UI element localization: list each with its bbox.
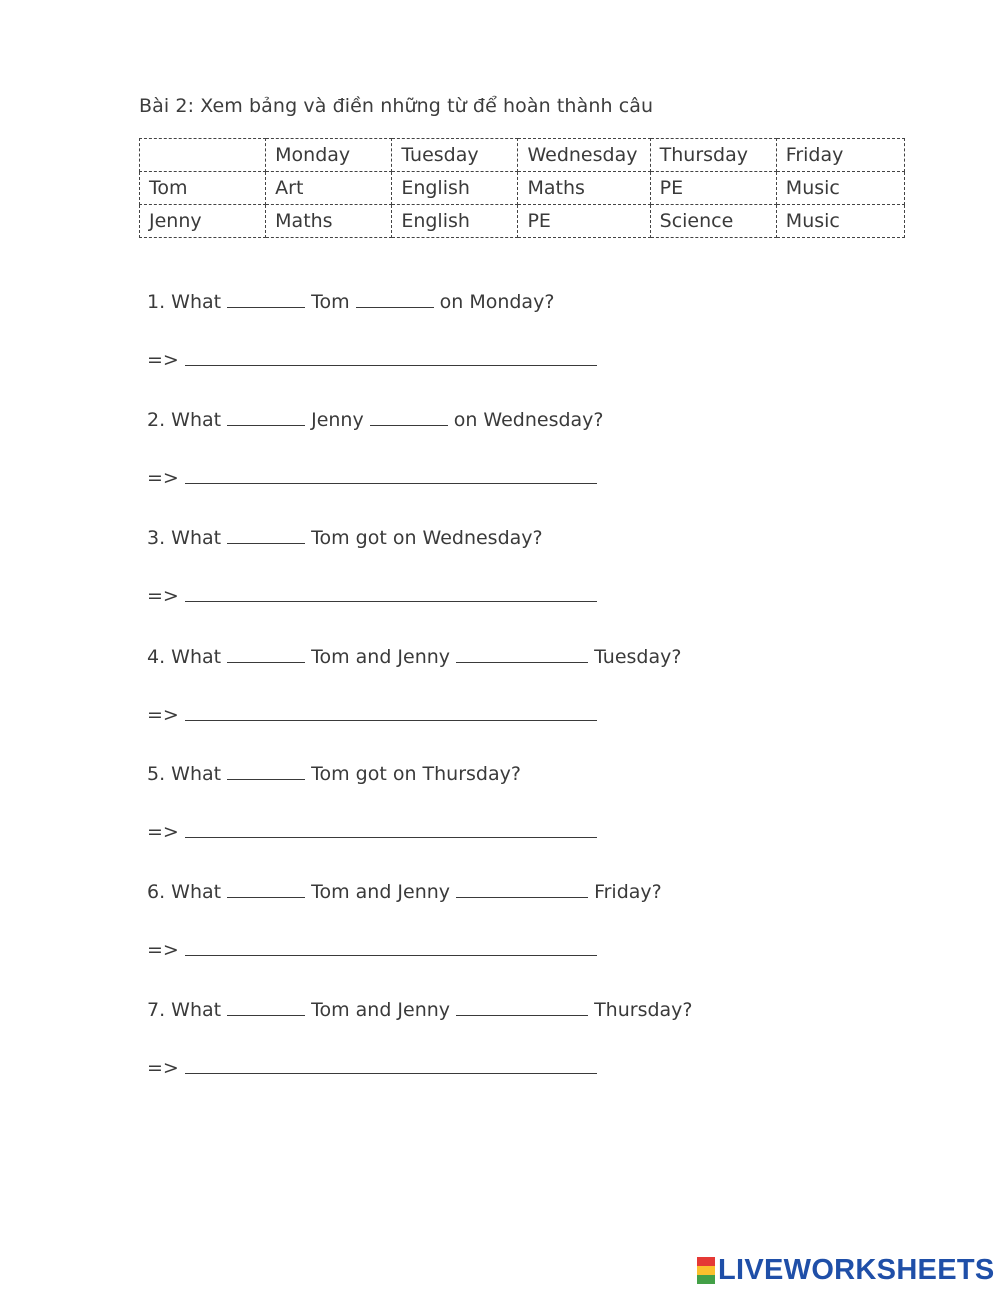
question-text: Tom got on Thursday? <box>311 763 521 785</box>
question-text: Jenny <box>311 409 364 431</box>
blank-input[interactable] <box>370 407 448 426</box>
answer-prefix: => <box>147 585 179 607</box>
question-text: 3. What <box>147 527 222 549</box>
question-text: 1. What <box>147 291 222 313</box>
table-cell: English <box>392 172 518 205</box>
question-text: Tom and Jenny <box>311 999 451 1021</box>
blank-input[interactable] <box>456 997 588 1016</box>
blank-input[interactable] <box>227 879 305 898</box>
page-title: Bài 2: Xem bảng và điền những từ để hoàn thành câu <box>139 95 654 117</box>
table-row <box>140 205 905 238</box>
table-cell: Science <box>650 205 776 238</box>
answer-1 <box>147 349 597 371</box>
answer-2 <box>147 467 597 489</box>
blank-input[interactable] <box>356 289 434 308</box>
blank-input[interactable] <box>227 289 305 308</box>
table-cell: English <box>392 205 518 238</box>
question-text: Tom <box>311 291 350 313</box>
question-text: on Wednesday? <box>453 409 604 431</box>
table-cell: Music <box>776 205 904 238</box>
table-cell: Jenny <box>140 205 266 238</box>
question-text: 4. What <box>147 646 222 668</box>
logo-blocks-icon <box>697 1257 715 1284</box>
question-text: Tuesday? <box>594 646 682 668</box>
table-header-cell: Monday <box>266 139 392 172</box>
answer-input[interactable] <box>185 939 597 956</box>
blank-input[interactable] <box>227 407 305 426</box>
question-text: 6. What <box>147 881 222 903</box>
question-text: 2. What <box>147 409 222 431</box>
table-header-cell <box>140 139 266 172</box>
question-3 <box>147 525 543 549</box>
table-header-row <box>140 139 905 172</box>
question-5 <box>147 761 521 785</box>
table-cell: PE <box>650 172 776 205</box>
answer-prefix: => <box>147 939 179 961</box>
liveworksheets-logo[interactable] <box>697 1255 995 1285</box>
blank-input[interactable] <box>456 879 588 898</box>
table-header-cell: Tuesday <box>392 139 518 172</box>
answer-prefix: => <box>147 704 179 726</box>
question-text: 7. What <box>147 999 222 1021</box>
blank-input[interactable] <box>227 644 305 663</box>
answer-prefix: => <box>147 821 179 843</box>
question-text: Tom and Jenny <box>311 881 451 903</box>
question-text: on Monday? <box>439 291 555 313</box>
timetable <box>139 138 905 238</box>
answer-input[interactable] <box>185 467 597 484</box>
blank-input[interactable] <box>227 525 305 544</box>
answer-4 <box>147 704 597 726</box>
table-cell: Art <box>266 172 392 205</box>
table-cell: Tom <box>140 172 266 205</box>
answer-input[interactable] <box>185 704 597 721</box>
question-4 <box>147 644 681 668</box>
blank-input[interactable] <box>227 761 305 780</box>
table-row <box>140 172 905 205</box>
answer-7 <box>147 1057 597 1079</box>
answer-6 <box>147 939 597 961</box>
question-text: Tom and Jenny <box>311 646 451 668</box>
question-text: Friday? <box>594 881 662 903</box>
blank-input[interactable] <box>456 644 588 663</box>
answer-input[interactable] <box>185 1057 597 1074</box>
blank-input[interactable] <box>227 997 305 1016</box>
question-7 <box>147 997 693 1021</box>
question-6 <box>147 879 662 903</box>
table-cell: Music <box>776 172 904 205</box>
answer-3 <box>147 585 597 607</box>
table-header-cell: Friday <box>776 139 904 172</box>
logo-text: LIVEWORKSHEETS <box>718 1253 995 1286</box>
answer-input[interactable] <box>185 821 597 838</box>
table-cell: Maths <box>266 205 392 238</box>
table-cell: PE <box>518 205 650 238</box>
answer-input[interactable] <box>185 585 597 602</box>
table-header-cell: Thursday <box>650 139 776 172</box>
table-cell: Maths <box>518 172 650 205</box>
question-1 <box>147 289 554 313</box>
answer-prefix: => <box>147 349 179 371</box>
question-text: Thursday? <box>594 999 693 1021</box>
table-header-cell: Wednesday <box>518 139 650 172</box>
question-text: Tom got on Wednesday? <box>311 527 543 549</box>
question-2 <box>147 407 604 431</box>
answer-prefix: => <box>147 467 179 489</box>
answer-5 <box>147 821 597 843</box>
question-text: 5. What <box>147 763 222 785</box>
answer-prefix: => <box>147 1057 179 1079</box>
answer-input[interactable] <box>185 349 597 366</box>
